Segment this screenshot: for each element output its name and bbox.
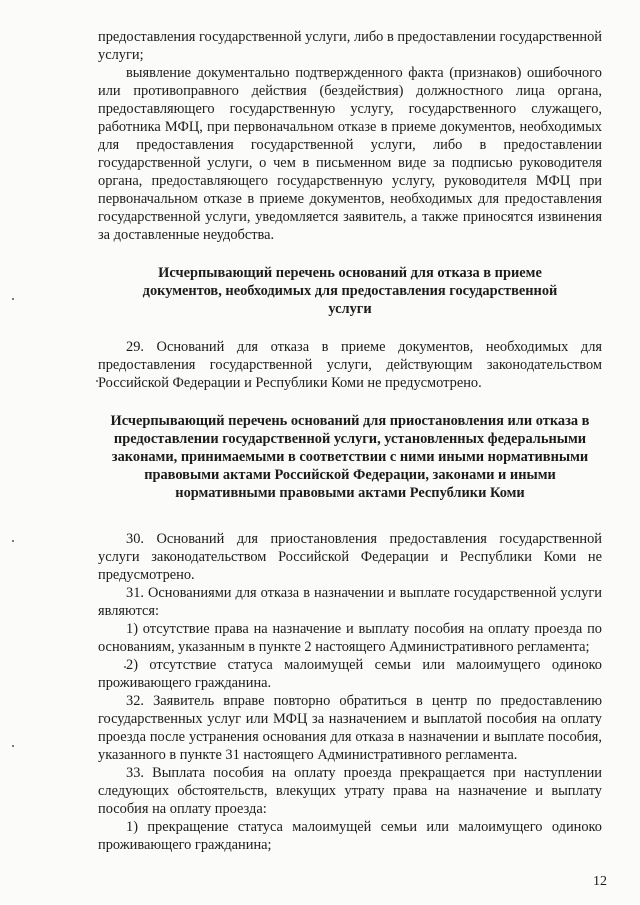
scan-speck xyxy=(12,298,14,300)
page-body xyxy=(98,28,602,854)
paragraph-31-item-1: 1) отсутствие права на назначение и выплату пособия на оплату проезда по основаниям, указанным в пункте 2 настоящего Административного регламента; xyxy=(98,621,602,655)
paragraph-29: 29. Оснований для отказа в приеме документов, необходимых для предоставления государственной услуги, действующим законодательством Российской Федерации и Республики Коми не предусмотрено. xyxy=(98,339,602,391)
paragraph-continuation: предоставления государственной услуги, либо в предоставлении государственной услуги; xyxy=(98,29,602,63)
scan-speck xyxy=(124,666,126,668)
paragraph-33: 33. Выплата пособия на оплату проезда прекращается при наступлении следующих обстоятельств, влекущих утрату права на назначение и выплату пособия на оплату проезда: xyxy=(98,765,602,817)
section-heading-suspension-refusal: Исчерпывающий перечень оснований для приостановления или отказа в предоставлении государственной услуги, установленных федеральными законами, принимаемыми в соответствии с ними иными нормативными правовыми актами Российской Федерации, законами и иными нормативными правовыми актами Республики Коми xyxy=(110,413,590,501)
page-number: 12 xyxy=(593,874,607,889)
scan-speck xyxy=(96,380,98,382)
paragraph-apology: выявление документально подтвержденного факта (признаков) ошибочного или противоправного действия (бездействия) должностного лица органа, предоставляющего государственную услугу, государственного служащего, работника МФЦ, при первоначальном отказе в приеме документов, необходимых для предоставления государственной услуги, либо в предоставлении государственной услуги, о чем в письменном виде за подписью руководителя органа, предоставляющего государственную услугу, руководителя МФЦ при первоначальном отказе в приеме документов, необходимых для предоставления государственной услуги, уведомляется заявитель, а также приносятся извинения за доставленные неудобства. xyxy=(98,65,602,243)
paragraph-30: 30. Оснований для приостановления предоставления государственной услуги законодательством Российской Федерации и Республики Коми не предусмотрено. xyxy=(98,531,602,583)
paragraph-32: 32. Заявитель вправе повторно обратиться в центр по предоставлению государственных услуг или МФЦ за назначением и выплатой пособия на оплату проезда после устранения основания для отказа в назначении и выплате пособия, указанного в пункте 31 настоящего Административного регламента. xyxy=(98,693,602,763)
paragraph-33-item-1: 1) прекращение статуса малоимущей семьи или малоимущего одиноко проживающего гражданина; xyxy=(98,819,602,853)
paragraph-31-item-2: 2) отсутствие статуса малоимущей семьи или малоимущего одиноко проживающего гражданина. xyxy=(98,657,602,691)
section-heading-document-refusal: Исчерпывающий перечень оснований для отказа в приеме документов, необходимых для предоставления государственной услуги xyxy=(142,265,558,317)
scan-speck xyxy=(12,540,14,542)
paragraph-31: 31. Основаниями для отказа в назначении и выплате государственной услуги являются: xyxy=(98,585,602,619)
scan-speck xyxy=(12,745,14,747)
